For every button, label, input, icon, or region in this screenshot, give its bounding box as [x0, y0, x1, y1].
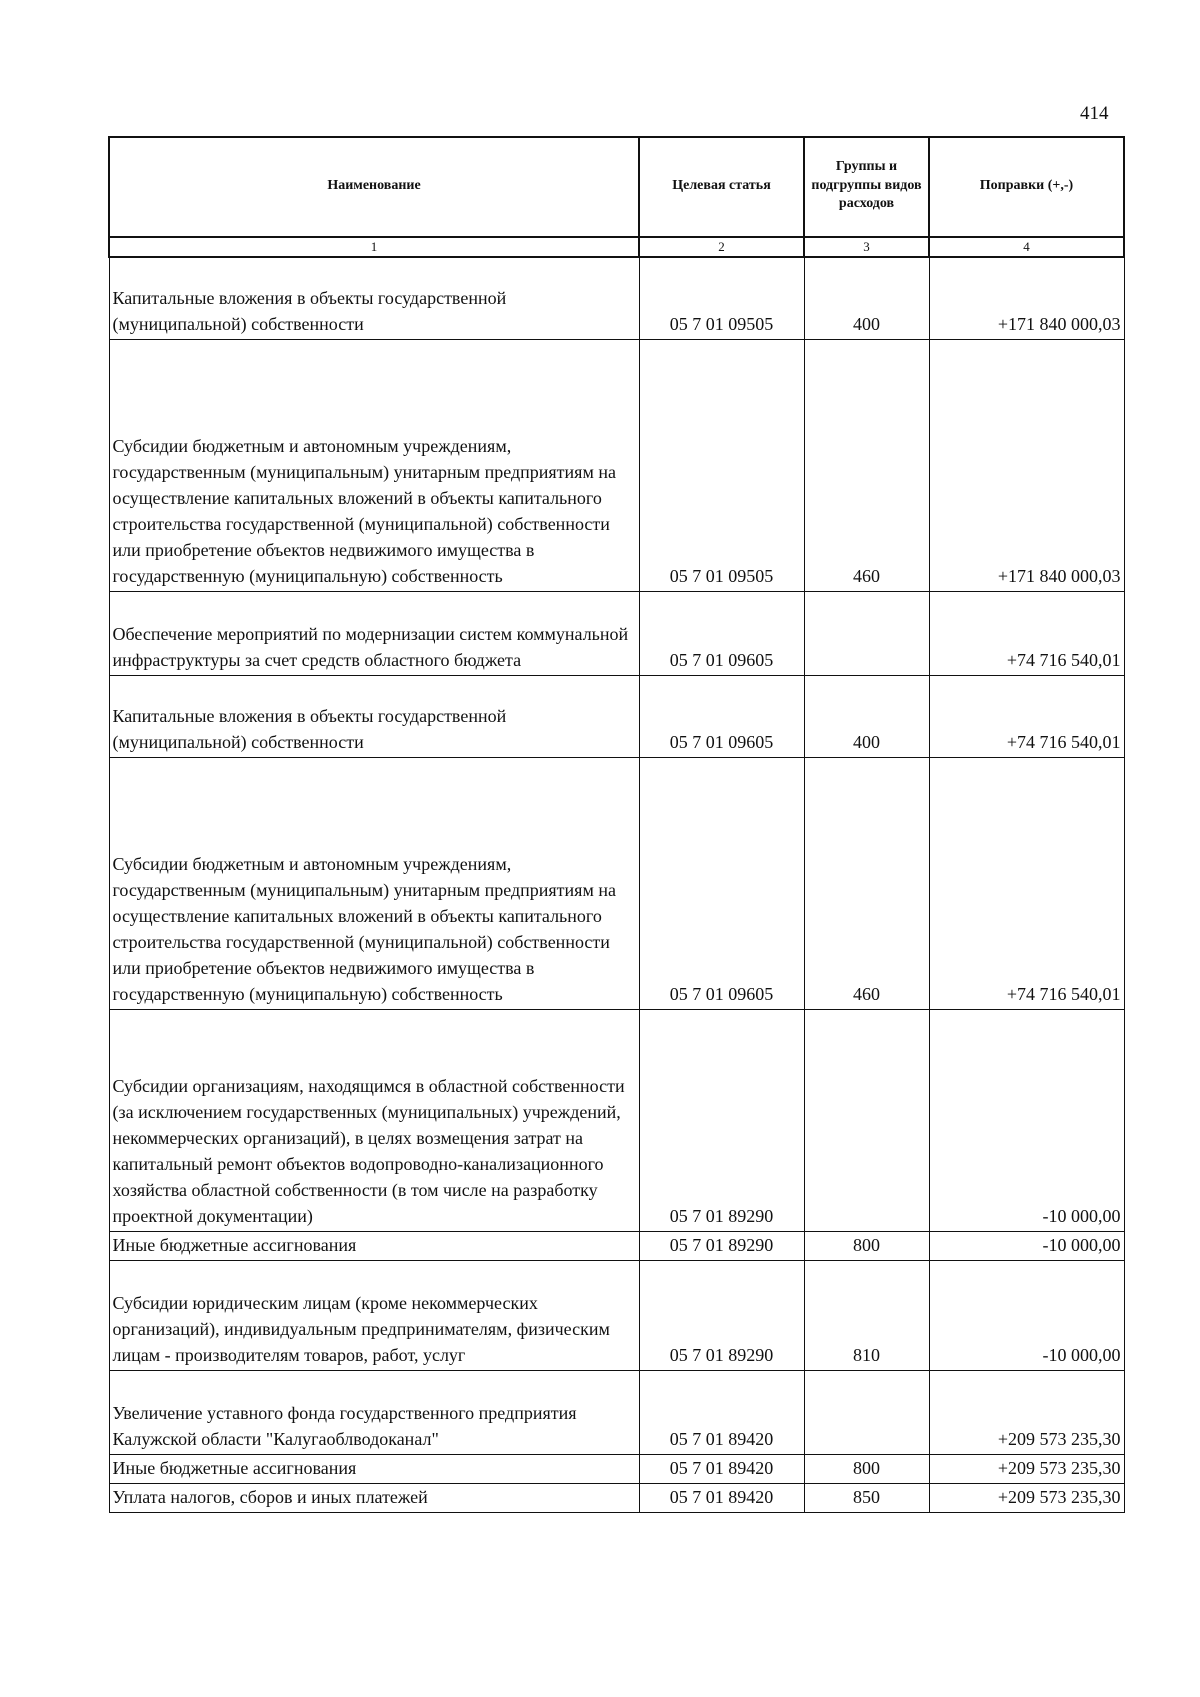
row-group: 850 — [804, 1483, 929, 1512]
row-group — [804, 1009, 929, 1231]
row-group: 810 — [804, 1260, 929, 1370]
page-number: 414 — [1080, 103, 1109, 124]
row-name: Субсидии юридическим лицам (кроме некоммерческих организаций), индивидуальным предпринимателям, физическим лицам - производителям товаров, работ, услуг — [109, 1260, 639, 1370]
column-number: 2 — [639, 237, 804, 257]
table-row — [109, 339, 1124, 591]
row-group: 800 — [804, 1454, 929, 1483]
budget-table — [108, 136, 1125, 1513]
row-code: 05 7 01 89290 — [639, 1231, 804, 1260]
row-group: 460 — [804, 757, 929, 1009]
header-amount: Поправки (+,-) — [929, 137, 1124, 237]
row-code: 05 7 01 09605 — [639, 591, 804, 675]
header-name: Наименование — [109, 137, 639, 237]
row-code: 05 7 01 89420 — [639, 1483, 804, 1512]
row-amount: +209 573 235,30 — [929, 1370, 1124, 1454]
row-name: Уплата налогов, сборов и иных платежей — [109, 1483, 639, 1512]
row-code: 05 7 01 09505 — [639, 339, 804, 591]
row-name: Субсидии организациям, находящимся в областной собственности (за исключением государственных (муниципальных) учреждений, некоммерческих организаций), в целях возмещения затрат на капитальный ремонт объектов водопроводно-канализационного хозяйства областной собственности (в том числе на разработку проектной документации) — [109, 1009, 639, 1231]
row-group — [804, 1370, 929, 1454]
row-amount: +74 716 540,01 — [929, 757, 1124, 1009]
row-group: 800 — [804, 1231, 929, 1260]
row-code: 05 7 01 89290 — [639, 1260, 804, 1370]
row-name: Иные бюджетные ассигнования — [109, 1454, 639, 1483]
row-code: 05 7 01 89420 — [639, 1454, 804, 1483]
table-row — [109, 1483, 1124, 1512]
table-row — [109, 1370, 1124, 1454]
row-amount: +74 716 540,01 — [929, 591, 1124, 675]
row-name: Иные бюджетные ассигнования — [109, 1231, 639, 1260]
row-name: Субсидии бюджетным и автономным учреждениям, государственным (муниципальным) унитарным предприятиям на осуществление капитальных вложений в объекты капитального строительства государственной (муниципальной) собственности или приобретение объектов недвижимого имущества в государственную (муниципальную) собственность — [109, 757, 639, 1009]
row-amount: +74 716 540,01 — [929, 675, 1124, 757]
row-code: 05 7 01 89290 — [639, 1009, 804, 1231]
column-number: 4 — [929, 237, 1124, 257]
table-row — [109, 1231, 1124, 1260]
row-amount: -10 000,00 — [929, 1009, 1124, 1231]
row-code: 05 7 01 09605 — [639, 675, 804, 757]
row-group — [804, 591, 929, 675]
row-group: 400 — [804, 675, 929, 757]
row-amount: -10 000,00 — [929, 1231, 1124, 1260]
column-number: 3 — [804, 237, 929, 257]
table-row — [109, 257, 1124, 339]
table-row — [109, 757, 1124, 1009]
row-amount: +171 840 000,03 — [929, 339, 1124, 591]
row-code: 05 7 01 09605 — [639, 757, 804, 1009]
table-row — [109, 1454, 1124, 1483]
row-code: 05 7 01 09505 — [639, 257, 804, 339]
header-group: Группы и подгруппы видов расходов — [804, 137, 929, 237]
row-name: Капитальные вложения в объекты государственной (муниципальной) собственности — [109, 257, 639, 339]
column-number: 1 — [109, 237, 639, 257]
row-code: 05 7 01 89420 — [639, 1370, 804, 1454]
row-name: Капитальные вложения в объекты государственной (муниципальной) собственности — [109, 675, 639, 757]
row-amount: +171 840 000,03 — [929, 257, 1124, 339]
table-row — [109, 1260, 1124, 1370]
table-row — [109, 1009, 1124, 1231]
table-row — [109, 591, 1124, 675]
row-group: 460 — [804, 339, 929, 591]
row-amount: +209 573 235,30 — [929, 1454, 1124, 1483]
row-group: 400 — [804, 257, 929, 339]
row-amount: +209 573 235,30 — [929, 1483, 1124, 1512]
row-name: Обеспечение мероприятий по модернизации систем коммунальной инфраструктуры за счет средств областного бюджета — [109, 591, 639, 675]
row-name: Увеличение уставного фонда государственного предприятия Калужской области "Калугаоблводоканал" — [109, 1370, 639, 1454]
table-row — [109, 675, 1124, 757]
header-code: Целевая статья — [639, 137, 804, 237]
row-name: Субсидии бюджетным и автономным учреждениям, государственным (муниципальным) унитарным предприятиям на осуществление капитальных вложений в объекты капитального строительства государственной (муниципальной) собственности или приобретение объектов недвижимого имущества в государственную (муниципальную) собственность — [109, 339, 639, 591]
row-amount: -10 000,00 — [929, 1260, 1124, 1370]
